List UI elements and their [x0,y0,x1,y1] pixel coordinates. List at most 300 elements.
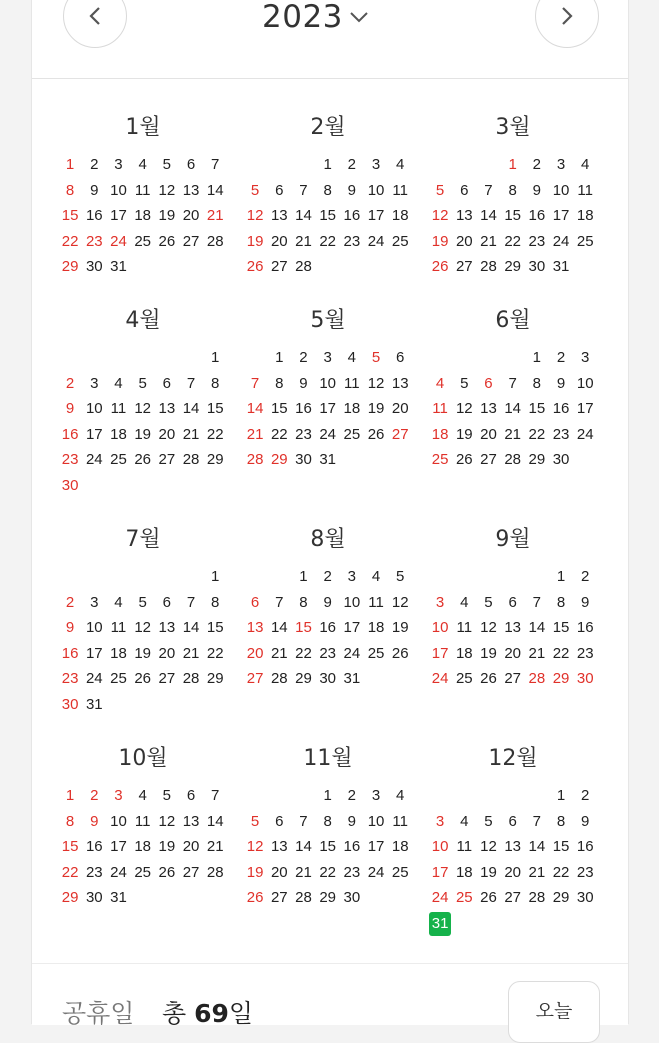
date-cell[interactable]: 28 [206,232,224,250]
date-cell[interactable]: 5 [250,181,260,199]
date-cell[interactable]: 5 [484,812,493,830]
date-cell[interactable]: 24 [110,863,127,881]
date-cell[interactable]: 9 [65,619,75,637]
date-cell[interactable]: 26 [391,644,409,662]
date-cell[interactable]: 2 [347,787,357,804]
date-cell[interactable]: 31 [319,451,336,469]
date-cell[interactable]: 15 [61,838,79,856]
date-cell[interactable]: 28 [295,258,312,276]
date-cell[interactable]: 10 [319,374,336,392]
date-cell[interactable]: 8 [323,812,332,830]
date-cell[interactable]: 28 [295,889,312,907]
date-cell[interactable]: 20 [391,400,409,418]
date-cell[interactable]: 16 [528,207,546,225]
date-cell[interactable]: 29 [552,889,570,907]
date-cell[interactable]: 8 [65,812,75,830]
date-cell[interactable]: 10 [431,838,449,856]
date-cell[interactable]: 5 [371,349,381,366]
date-cell[interactable]: 3 [323,349,332,366]
date-cell[interactable]: 13 [270,207,288,225]
date-cell[interactable]: 12 [455,400,473,418]
date-cell[interactable]: 22 [319,863,336,881]
date-cell[interactable]: 7 [508,374,517,392]
date-cell[interactable]: 6 [275,181,284,199]
date-cell[interactable]: 11 [110,619,127,637]
date-cell[interactable]: 3 [347,568,357,585]
date-cell[interactable]: 29 [319,889,336,907]
date-cell[interactable]: 6 [396,349,405,366]
date-cell[interactable]: 26 [246,889,264,907]
date-cell[interactable]: 11 [110,400,127,418]
date-cell[interactable]: 20 [158,644,176,662]
date-cell[interactable]: 29 [206,670,224,688]
date-cell[interactable]: 6 [275,812,284,830]
date-cell[interactable]: 17 [319,400,336,418]
date-cell[interactable]: 25 [367,644,385,662]
date-cell[interactable]: 18 [455,644,473,662]
date-cell[interactable]: 2 [90,787,99,804]
date-cell[interactable]: 4 [396,156,405,173]
date-cell[interactable]: 15 [319,207,336,225]
date-cell[interactable]: 6 [250,593,260,611]
date-cell[interactable]: 30 [85,889,103,907]
date-cell[interactable]: 28 [504,451,521,469]
date-cell[interactable]: 21 [182,425,200,443]
date-cell[interactable]: 18 [391,838,409,856]
date-cell[interactable]: 8 [508,181,517,199]
date-cell[interactable]: 15 [319,838,336,856]
date-cell[interactable]: 4 [114,374,123,392]
date-cell[interactable]: 23 [576,644,594,662]
date-cell[interactable]: 29 [528,451,546,469]
date-cell[interactable]: 7 [299,812,308,830]
date-cell[interactable]: 26 [134,670,151,688]
date-cell[interactable]: 12 [246,207,264,225]
date-cell[interactable]: 7 [211,787,220,804]
date-cell[interactable]: 1 [211,349,220,366]
date-cell[interactable]: 24 [431,670,449,688]
date-cell[interactable]: 1 [299,568,308,585]
date-cell[interactable]: 6 [484,374,493,392]
date-cell[interactable]: 23 [61,670,79,688]
date-cell[interactable]: 7 [186,593,196,611]
date-cell[interactable]: 2 [323,568,332,585]
date-cell[interactable]: 22 [206,644,224,662]
date-cell[interactable]: 8 [323,181,332,199]
date-cell[interactable]: 2 [556,349,566,366]
date-cell[interactable]: 3 [114,156,123,173]
date-cell[interactable]: 14 [206,181,224,199]
date-cell[interactable]: 5 [460,374,469,392]
date-cell[interactable]: 20 [270,232,288,250]
date-cell[interactable]: 6 [186,156,196,173]
date-cell[interactable]: 18 [134,838,151,856]
date-cell[interactable]: 18 [576,207,594,225]
date-cell[interactable]: 8 [65,181,75,199]
date-cell[interactable]: 1 [556,787,566,804]
date-cell[interactable]: 25 [391,232,409,250]
date-cell[interactable]: 9 [347,812,357,830]
date-cell[interactable]: 4 [114,593,123,611]
date-cell[interactable]: 18 [391,207,409,225]
date-cell[interactable]: 15 [270,400,288,418]
date-cell[interactable]: 9 [323,593,332,611]
date-cell[interactable]: 25 [343,425,361,443]
date-cell[interactable]: 27 [182,232,200,250]
date-cell[interactable]: 29 [295,670,312,688]
date-cell[interactable]: 31 [85,695,103,713]
date-cell[interactable]: 14 [480,207,497,225]
date-cell[interactable]: 10 [85,619,103,637]
date-cell[interactable]: 9 [556,374,566,392]
date-cell[interactable]: 16 [552,400,570,418]
date-cell[interactable]: 30 [61,476,79,494]
date-cell[interactable]: 13 [391,374,409,392]
date-cell[interactable]: 16 [61,425,79,443]
date-cell[interactable]: 17 [431,863,449,881]
date-cell[interactable]: 31 [343,670,361,688]
date-cell[interactable]: 21 [246,425,264,443]
date-cell[interactable]: 30 [552,451,570,469]
date-cell[interactable]: 3 [581,349,590,366]
date-cell[interactable]: 8 [299,593,308,611]
date-cell[interactable]: 5 [162,156,172,173]
date-cell[interactable]: 2 [532,156,542,173]
date-cell[interactable]: 18 [134,207,151,225]
date-cell[interactable]: 1 [211,568,220,585]
date-cell[interactable]: 16 [295,400,312,418]
prev-year-button[interactable] [63,0,127,48]
date-cell[interactable]: 13 [270,838,288,856]
date-cell[interactable]: 7 [532,812,542,830]
date-cell[interactable]: 23 [528,232,546,250]
date-cell[interactable]: 29 [270,451,288,469]
date-cell[interactable]: 21 [206,207,224,225]
date-cell[interactable]: 20 [182,838,200,856]
date-cell[interactable]: 27 [270,258,288,276]
date-cell[interactable]: 12 [480,619,497,637]
date-cell[interactable]: 15 [552,619,570,637]
date-cell[interactable]: 3 [371,787,381,804]
date-cell[interactable]: 20 [480,425,497,443]
date-cell[interactable]: 17 [110,838,127,856]
date-cell[interactable]: 21 [295,232,312,250]
date-cell[interactable]: 6 [162,593,172,611]
date-cell[interactable]: 18 [110,425,127,443]
date-cell[interactable]: 8 [275,374,284,392]
date-cell[interactable]: 26 [134,451,151,469]
date-cell[interactable]: 1 [65,787,75,804]
date-cell[interactable]: 25 [134,863,151,881]
date-cell[interactable]: 9 [581,812,590,830]
date-cell[interactable]: 16 [576,838,594,856]
date-cell[interactable]: 14 [295,838,312,856]
date-cell[interactable]: 31 [110,258,127,276]
date-cell[interactable]: 1 [508,156,517,173]
date-cell[interactable]: 7 [186,374,196,392]
date-cell[interactable]: 4 [138,787,147,804]
date-cell[interactable]: 25 [431,451,449,469]
date-cell[interactable]: 20 [158,425,176,443]
date-cell[interactable]: 4 [435,374,445,392]
date-cell[interactable]: 21 [295,863,312,881]
date-cell[interactable]: 17 [576,400,594,418]
date-cell[interactable]: 1 [556,568,566,585]
date-cell[interactable]: 29 [504,258,521,276]
date-cell[interactable]: 10 [110,181,127,199]
date-cell[interactable]: 19 [391,619,409,637]
date-cell[interactable]: 23 [85,232,103,250]
date-cell[interactable]: 26 [158,232,176,250]
date-cell[interactable]: 24 [343,644,361,662]
date-cell[interactable]: 18 [455,863,473,881]
date-cell[interactable]: 25 [576,232,594,250]
date-cell[interactable]: 14 [206,812,224,830]
date-cell[interactable]: 9 [532,181,542,199]
date-cell[interactable]: 23 [343,232,361,250]
date-cell[interactable]: 25 [455,670,473,688]
date-cell[interactable]: 14 [246,400,264,418]
date-cell[interactable]: 24 [85,451,103,469]
date-cell[interactable]: 19 [367,400,385,418]
date-cell[interactable]: 13 [182,181,200,199]
date-cell[interactable]: 13 [504,619,521,637]
date-cell[interactable]: 21 [480,232,497,250]
date-cell[interactable]: 22 [504,232,521,250]
date-cell[interactable]: 12 [134,400,151,418]
date-cell[interactable]: 23 [576,863,594,881]
date-cell[interactable]: 25 [110,670,127,688]
date-cell[interactable]: 15 [206,400,224,418]
date-cell[interactable]: 5 [250,812,260,830]
date-cell[interactable]: 30 [528,258,546,276]
date-cell[interactable]: 26 [431,258,449,276]
date-cell[interactable]: 22 [270,425,288,443]
date-cell[interactable]: 19 [134,644,151,662]
date-cell[interactable]: 30 [576,889,594,907]
date-cell[interactable]: 15 [295,619,312,637]
date-cell[interactable]: 19 [134,425,151,443]
date-cell[interactable]: 3 [435,593,445,611]
year-picker[interactable] [262,0,369,40]
date-cell[interactable]: 26 [455,451,473,469]
date-cell[interactable]: 1 [323,787,332,804]
date-cell[interactable]: 27 [270,889,288,907]
date-cell[interactable]: 27 [182,863,200,881]
date-cell[interactable]: 28 [528,670,546,688]
date-cell[interactable]: 11 [392,181,408,199]
date-cell[interactable]: 11 [368,593,384,611]
date-cell[interactable]: 17 [367,838,385,856]
date-cell[interactable]: 27 [504,889,521,907]
date-cell[interactable]: 10 [343,593,361,611]
date-cell[interactable]: 19 [246,863,264,881]
date-cell[interactable]: 25 [391,863,409,881]
date-cell[interactable]: 31 [110,889,127,907]
date-cell[interactable]: 10 [431,619,449,637]
date-cell[interactable]: 30 [295,451,312,469]
date-cell[interactable]: 29 [206,451,224,469]
date-cell[interactable]: 11 [392,812,408,830]
date-cell[interactable]: 13 [504,838,521,856]
date-cell[interactable]: 21 [528,644,546,662]
date-cell[interactable]: 10 [367,812,385,830]
date-cell[interactable]: 10 [576,374,594,392]
date-cell[interactable]: 20 [504,863,521,881]
date-cell[interactable]: 19 [480,863,497,881]
date-cell[interactable]: 3 [435,812,445,830]
date-cell[interactable]: 5 [435,181,445,199]
date-cell[interactable]: 4 [396,787,405,804]
date-cell[interactable]: 27 [158,670,176,688]
date-cell[interactable]: 16 [576,619,594,637]
date-cell[interactable]: 6 [508,593,517,611]
date-cell[interactable]: 17 [367,207,385,225]
date-cell[interactable]: 26 [480,889,497,907]
date-cell[interactable]: 24 [319,425,336,443]
date-cell[interactable]: 4 [460,593,469,611]
date-cell[interactable]: 29 [61,889,79,907]
date-cell[interactable]: 14 [528,838,546,856]
date-cell[interactable]: 20 [182,207,200,225]
date-cell[interactable]: 20 [270,863,288,881]
date-cell[interactable]: 12 [431,207,449,225]
date-cell[interactable]: 14 [270,619,288,637]
date-cell[interactable]: 4 [460,812,469,830]
date-cell[interactable]: 28 [270,670,288,688]
date-cell[interactable]: 7 [299,181,308,199]
date-cell[interactable]: 16 [343,207,361,225]
date-cell[interactable]: 15 [552,838,570,856]
date-cell[interactable]: 12 [391,593,409,611]
date-cell[interactable]: 2 [299,349,308,366]
date-cell[interactable]: 16 [85,207,103,225]
date-cell[interactable]: 27 [158,451,176,469]
date-cell[interactable]: 13 [246,619,264,637]
date-cell[interactable]: 2 [581,568,590,585]
date-cell[interactable]: 15 [61,207,79,225]
date-cell[interactable]: 4 [138,156,147,173]
date-cell[interactable]: 3 [556,156,566,173]
date-cell[interactable]: 19 [158,838,176,856]
date-cell[interactable]: 4 [347,349,357,366]
date-cell[interactable]: 1 [323,156,332,173]
date-cell[interactable]: 2 [65,593,75,611]
date-cell[interactable]: 8 [556,593,566,611]
date-cell[interactable]: 8 [211,593,220,611]
date-cell[interactable]: 26 [480,670,497,688]
date-cell[interactable]: 19 [431,232,449,250]
date-cell[interactable]: 11 [432,400,448,418]
date-cell[interactable]: 24 [552,232,570,250]
date-cell[interactable]: 22 [295,644,312,662]
date-cell[interactable]: 13 [480,400,497,418]
date-cell[interactable]: 2 [581,787,590,804]
date-cell[interactable]: 13 [158,400,176,418]
date-cell[interactable]: 7 [532,593,542,611]
date-cell[interactable]: 11 [456,838,473,856]
date-cell[interactable]: 27 [504,670,521,688]
date-cell[interactable]: 12 [367,374,385,392]
date-cell[interactable]: 4 [371,568,381,585]
date-cell[interactable]: 23 [552,425,570,443]
date-cell[interactable]: 7 [250,374,260,392]
date-cell[interactable]: 5 [138,593,147,611]
date-cell[interactable]: 10 [110,812,127,830]
date-cell[interactable]: 7 [211,156,220,173]
date-cell[interactable]: 24 [85,670,103,688]
date-cell[interactable]: 12 [246,838,264,856]
date-cell[interactable]: 8 [211,374,220,392]
date-cell[interactable]: 19 [455,425,473,443]
date-cell[interactable]: 16 [343,838,361,856]
date-cell[interactable]: 16 [85,838,103,856]
date-cell[interactable]: 24 [367,863,385,881]
date-cell[interactable]: 24 [110,232,127,250]
date-cell[interactable]: 21 [504,425,521,443]
date-cell[interactable]: 2 [65,374,75,392]
date-cell[interactable]: 9 [347,181,357,199]
date-cell[interactable]: 23 [85,863,103,881]
date-cell[interactable]: 12 [134,619,151,637]
date-cell[interactable]: 22 [319,232,336,250]
date-cell[interactable]: 29 [552,670,570,688]
date-cell[interactable]: 6 [508,812,517,830]
date-cell[interactable]: 6 [186,787,196,804]
date-cell[interactable]: 11 [344,374,360,392]
date-cell[interactable]: 30 [61,695,79,713]
date-cell[interactable]: 25 [110,451,127,469]
date-cell[interactable]: 8 [556,812,566,830]
date-cell[interactable]: 23 [295,425,312,443]
date-cell[interactable]: 24 [431,889,449,907]
date-cell[interactable]: 3 [114,787,123,804]
date-cell[interactable]: 12 [480,838,497,856]
date-cell[interactable]: 27 [391,425,409,443]
date-cell[interactable]: 13 [158,619,176,637]
date-cell[interactable]: 13 [182,812,200,830]
date-cell[interactable]: 22 [61,863,79,881]
date-cell[interactable]: 18 [110,644,127,662]
date-cell[interactable]: 14 [182,619,200,637]
date-cell[interactable]: 6 [162,374,172,392]
date-cell[interactable]: 14 [182,400,200,418]
date-cell[interactable]: 28 [182,670,200,688]
date-cell[interactable]: 1 [532,349,542,366]
date-cell[interactable]: 28 [480,258,497,276]
date-cell[interactable]: 9 [299,374,308,392]
date-cell[interactable]: 21 [206,838,224,856]
date-cell[interactable]: 30 [576,670,594,688]
date-cell[interactable]: 21 [270,644,288,662]
date-cell[interactable]: 14 [528,619,546,637]
date-cell[interactable]: 9 [65,400,75,418]
date-cell[interactable]: 25 [134,232,151,250]
date-cell[interactable]: 28 [246,451,264,469]
date-cell[interactable]: 1 [275,349,284,366]
date-cell[interactable]: 5 [396,568,405,585]
date-cell[interactable]: 20 [246,644,264,662]
date-cell[interactable]: 30 [85,258,103,276]
date-cell[interactable]: 20 [504,644,521,662]
date-cell[interactable]: 24 [367,232,385,250]
date-cell[interactable]: 16 [319,619,336,637]
date-cell[interactable]: 23 [343,863,361,881]
date-cell[interactable]: 9 [581,593,590,611]
date-cell[interactable]: 10 [552,181,570,199]
date-cell[interactable]: 1 [65,156,75,173]
date-cell[interactable]: 28 [182,451,200,469]
